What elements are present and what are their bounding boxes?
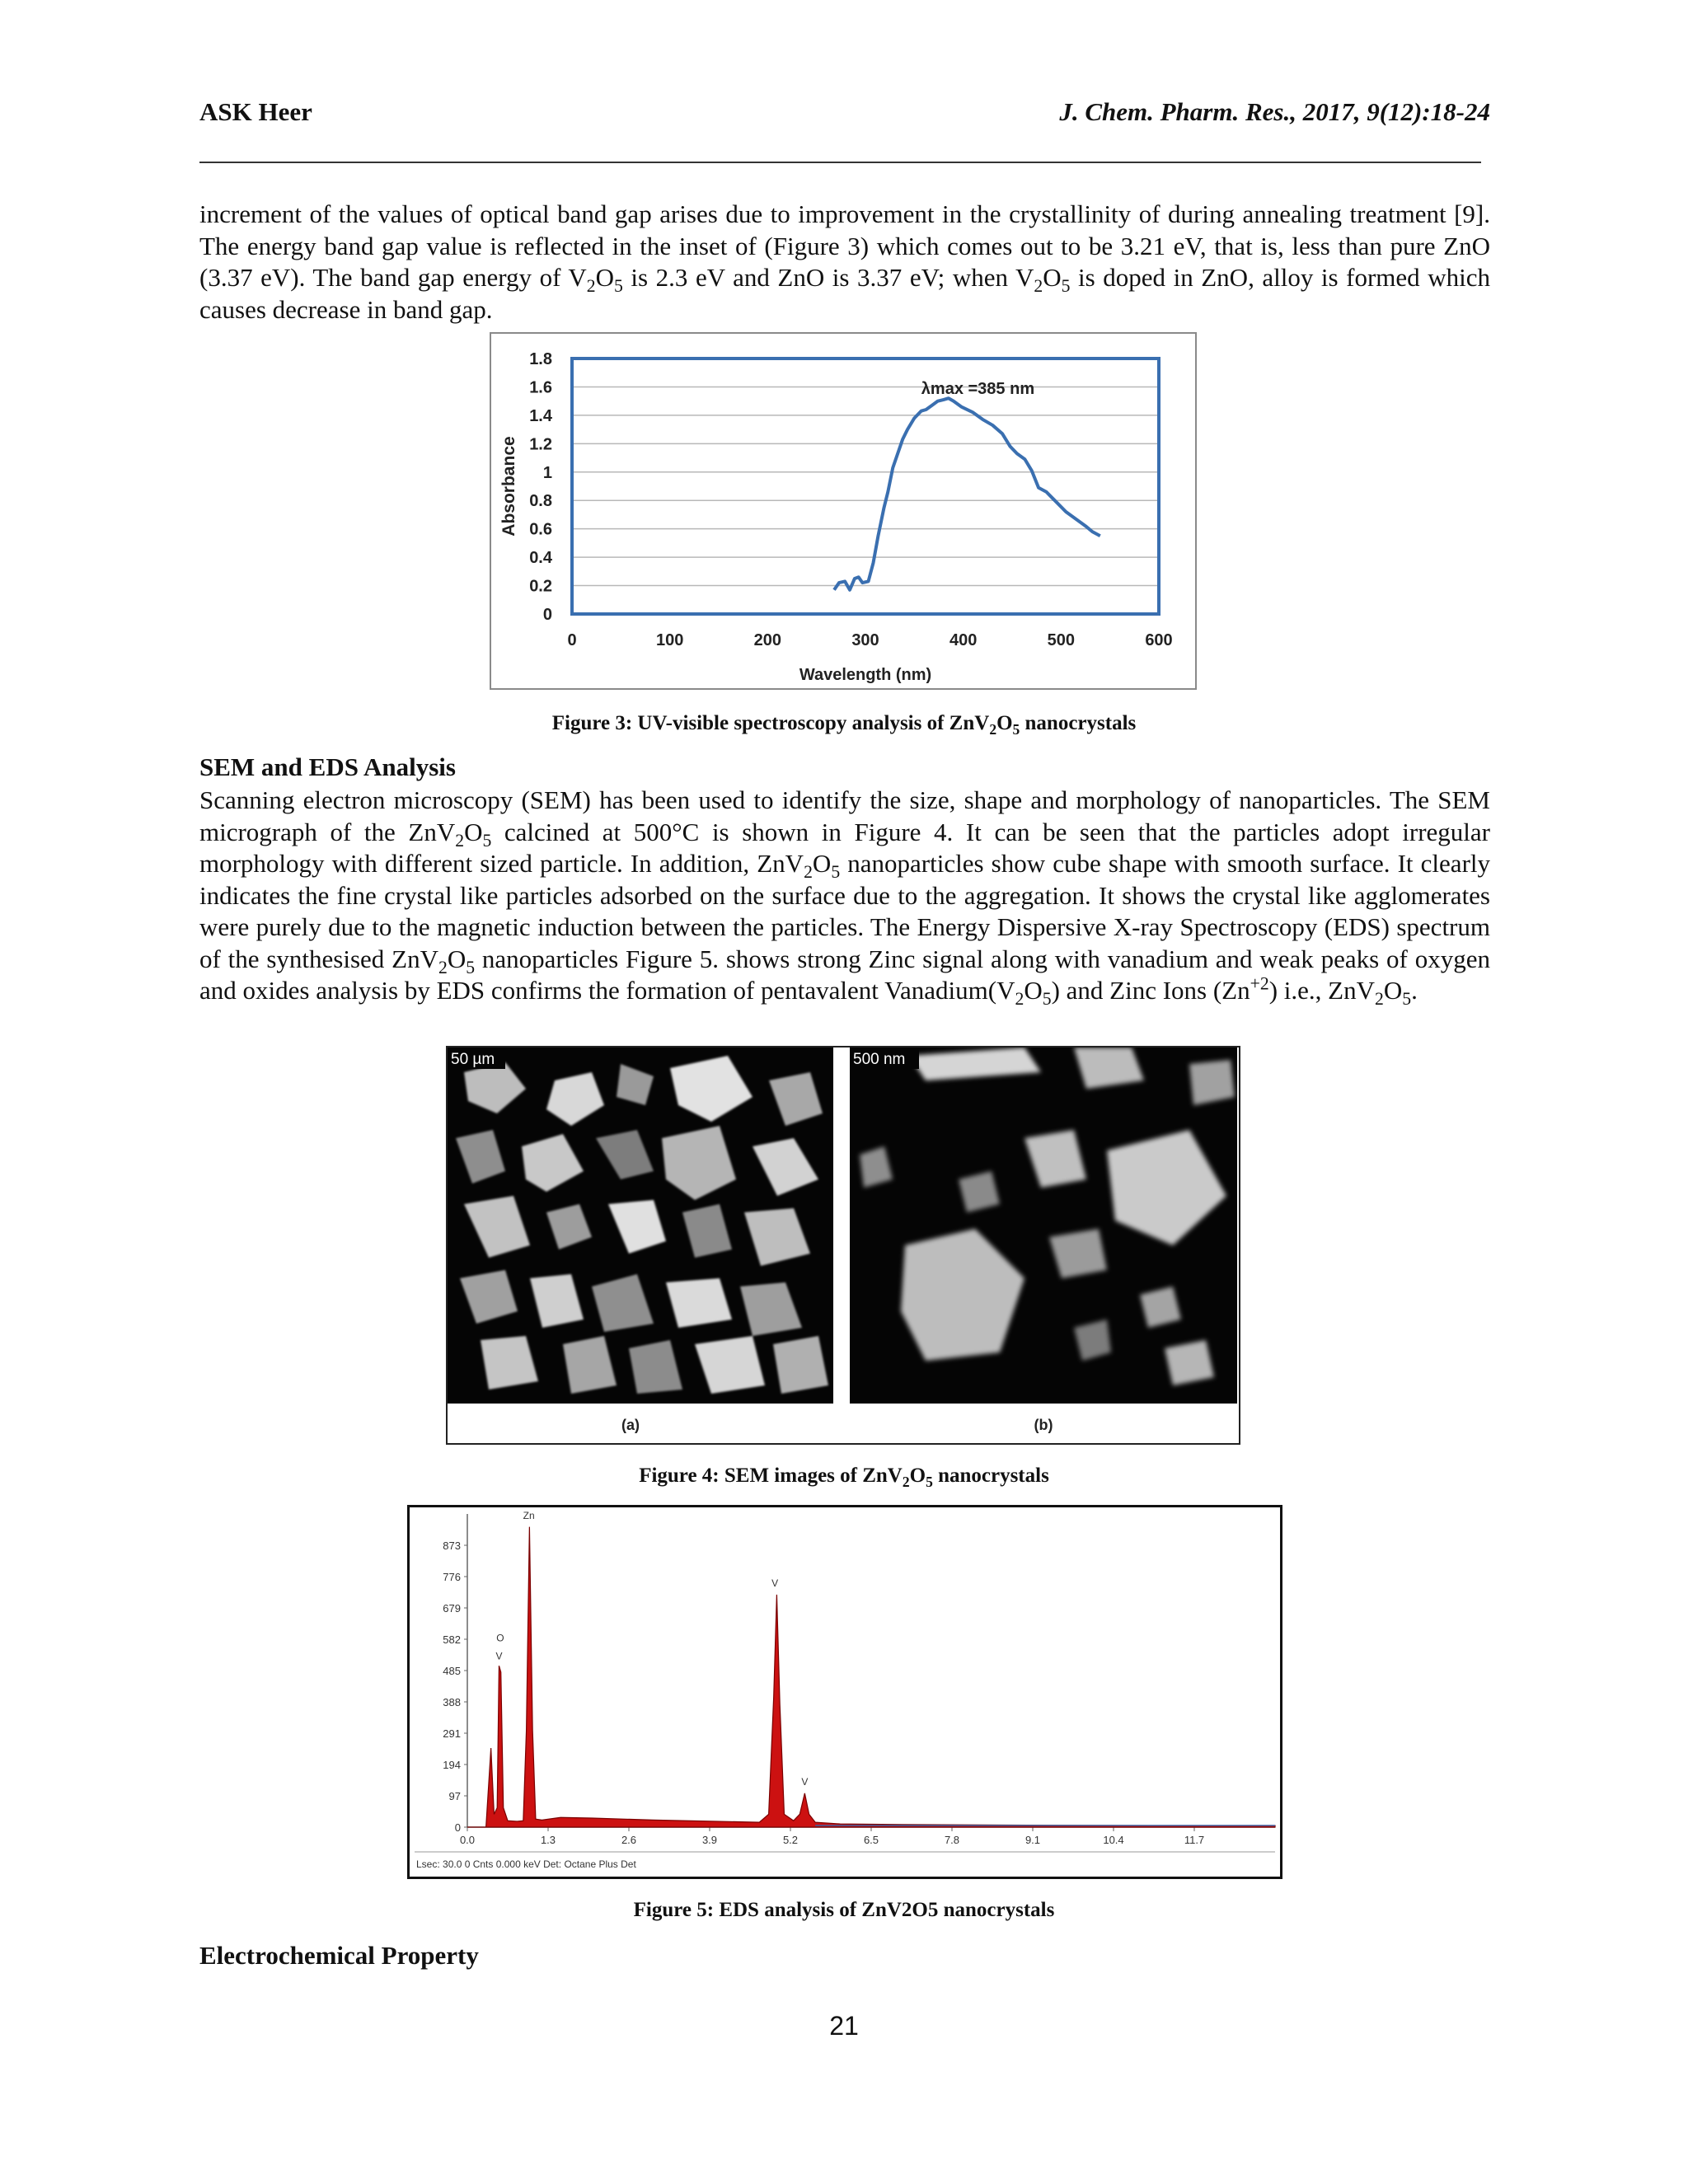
x-tick-label: 0.0 xyxy=(459,1834,476,1846)
section-heading-electrochemical: Electrochemical Property xyxy=(199,1941,479,1970)
peak-label-zn: Zn xyxy=(523,1509,535,1521)
y-tick-label: 291 xyxy=(443,1727,461,1740)
figure-4-caption: Figure 4: SEM images of $ZnV_2O_5$ nanocrystals xyxy=(639,1465,1049,1490)
eds-footer-text: Lsec: 30.0 0 Cnts 0.000 keV Det: Octane Plus Det xyxy=(416,1858,636,1870)
y-tick-label: 97 xyxy=(448,1790,461,1802)
y-tick-label: 0 xyxy=(454,1821,461,1834)
y-tick-label: 0.8 xyxy=(529,492,552,511)
section-heading-sem-eds: SEM and EDS Analysis xyxy=(199,752,456,781)
y-tick-label: 0.6 xyxy=(529,520,552,539)
header-journal: J. Chem. Pharm. Res., 2017, 9(12):18-24 xyxy=(1059,97,1490,126)
x-tick-label: 9.1 xyxy=(1025,1834,1041,1846)
y-tick-label: 582 xyxy=(443,1633,461,1646)
y-tick-label: 1.8 xyxy=(529,350,552,368)
y-tick-label: 0.2 xyxy=(529,577,552,596)
y-tick-label: 388 xyxy=(443,1696,461,1708)
eds-background xyxy=(413,1511,1277,1873)
y-tick-label: 679 xyxy=(443,1602,461,1615)
sem-panel-a xyxy=(448,1047,833,1404)
y-tick-label: 0 xyxy=(542,606,552,624)
y-tick-label: 194 xyxy=(443,1759,461,1771)
y-tick-label: 1.4 xyxy=(529,406,552,425)
peak-label-v: V xyxy=(495,1650,503,1662)
x-tick-label: 300 xyxy=(851,631,879,649)
sem-images xyxy=(448,1047,1239,1443)
y-tick-label: 485 xyxy=(443,1665,461,1677)
figure-5-frame xyxy=(407,1505,1282,1879)
uv-vis-chart xyxy=(491,334,1195,688)
x-tick-label: 3.9 xyxy=(701,1834,718,1846)
y-axis-label: Absorbance xyxy=(499,436,518,537)
sem-panel-b xyxy=(850,1047,1237,1404)
x-tick-label: 6.5 xyxy=(863,1834,879,1846)
x-tick-label: 7.8 xyxy=(944,1834,960,1846)
y-tick-label: 1 xyxy=(542,463,552,482)
x-axis-label: Wavelength (nm) xyxy=(799,666,932,684)
x-tick-label: 5.2 xyxy=(782,1834,799,1846)
x-tick-label: 10.4 xyxy=(1103,1834,1124,1846)
paragraph-band-gap: increment of the values of optical band gap arises due to improvement in the crystallinity of during annealing treatment [9]. The energy band gap value is reflected in the inset of (Figure 3) which comes out to be 3.21 eV, that is, less than pure ZnO (3.37 eV). The band gap energy of $V_2O_5$ is 2.3 eV and ZnO is 3.37 eV; when $V_2O_5$ is doped in ZnO, alloy is formed which causes decrease in band gap. xyxy=(199,199,1490,324)
x-tick-label: 11.7 xyxy=(1184,1834,1205,1846)
sem-scale-a: 50 µm xyxy=(451,1051,495,1068)
paragraph-sem-eds: Scanning electron microscopy (SEM) has been used to identify the size, shape and morphology of nanoparticles. The SEM micrograph of the $ZnV_2O_5$ calcined at 500°C is shown in Figure 4. It can be seen that the particles adopt irregular morphology with different sized particle. In addition, $ZnV_2O_5$ nanoparticles show cube shape with smooth surface. It clearly indicates the fine crystal like particles adsorbed on the surface due to the aggregation. It shows the crystal like agglomerates were purely due to the magnetic induction between the particles. The Energy Dispersive X-ray Spectroscopy (EDS) spectrum of the synthesised $ZnV_2O_5$ nanoparticles Figure 5. shows strong Zinc signal along with vanadium and weak peaks of oxygen and oxides analysis by EDS confirms the formation of pentavalent $Vanadium(V_2O_5)$ and Zinc Ions $(Zn^{+2})$ i.e., $ZnV_2O_5$. xyxy=(199,785,1490,1010)
sem-scale-b: 500 nm xyxy=(853,1051,906,1068)
x-tick-label: 1.3 xyxy=(540,1834,556,1846)
figure-3-frame xyxy=(490,332,1197,690)
peak-label-v: V xyxy=(771,1577,779,1590)
y-tick-label: 873 xyxy=(443,1540,461,1552)
x-tick-label: 100 xyxy=(655,631,684,649)
x-tick-label: 500 xyxy=(1047,631,1076,649)
header-author: ASK Heer xyxy=(199,97,312,126)
lambda-max-annotation: λmax =385 nm xyxy=(921,380,1035,399)
figure-3-caption: Figure 3: UV-visible spectroscopy analysis of $ZnV_2O_5$ nanocrystals xyxy=(551,712,1137,738)
y-tick-label: 1.2 xyxy=(529,435,552,454)
peak-label-o: O xyxy=(496,1632,504,1644)
absorbance-series-line xyxy=(834,398,1100,590)
eds-chart xyxy=(410,1507,1280,1877)
x-tick-label: 0 xyxy=(567,631,577,649)
page-number: 21 xyxy=(829,2011,859,2041)
sem-label-b: (b) xyxy=(1034,1417,1053,1433)
plot-area-border xyxy=(572,359,1159,614)
header-rule xyxy=(199,162,1481,163)
figure-4-frame xyxy=(446,1046,1240,1445)
sem-label-a: (a) xyxy=(621,1417,640,1433)
x-tick-label: 600 xyxy=(1145,631,1173,649)
x-tick-label: 400 xyxy=(949,631,978,649)
y-tick-label: 776 xyxy=(443,1571,461,1583)
peak-label-v: V xyxy=(801,1776,809,1788)
x-tick-label: 2.6 xyxy=(621,1834,637,1846)
x-tick-label: 200 xyxy=(753,631,782,649)
figure-5-caption: Figure 5: EDS analysis of ZnV2O5 nanocrystals xyxy=(633,1899,1055,1921)
y-tick-label: 1.6 xyxy=(529,378,552,397)
y-tick-label: 0.4 xyxy=(529,549,552,568)
